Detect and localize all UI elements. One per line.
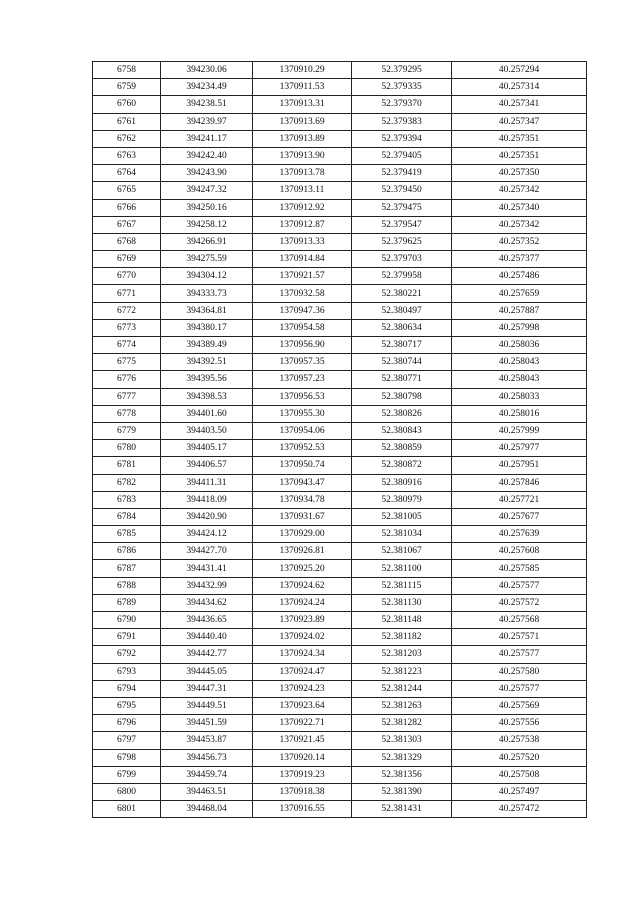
x-coordinate-cell: 394242.40	[161, 147, 253, 164]
x-coordinate-cell: 394398.53	[161, 388, 253, 405]
point-number-cell: 6763	[93, 147, 161, 164]
x-coordinate-cell: 394247.32	[161, 182, 253, 199]
point-number-cell: 6793	[93, 663, 161, 680]
y-coordinate-cell: 1370934.78	[253, 491, 352, 508]
longitude-cell: 40.257577	[452, 680, 587, 697]
y-coordinate-cell: 1370912.92	[253, 199, 352, 216]
table-row	[93, 663, 587, 680]
x-coordinate-cell: 394230.06	[161, 62, 253, 79]
point-number-cell: 6776	[93, 371, 161, 388]
point-number-cell: 6791	[93, 629, 161, 646]
x-coordinate-cell: 394427.70	[161, 543, 253, 560]
latitude-cell: 52.381390	[352, 783, 452, 800]
table-row	[93, 680, 587, 697]
table-row	[93, 319, 587, 336]
table-row	[93, 766, 587, 783]
y-coordinate-cell: 1370916.55	[253, 801, 352, 818]
point-number-cell: 6780	[93, 440, 161, 457]
x-coordinate-cell: 394418.09	[161, 491, 253, 508]
longitude-cell: 40.258036	[452, 337, 587, 354]
latitude-cell: 52.380634	[352, 319, 452, 336]
y-coordinate-cell: 1370956.53	[253, 388, 352, 405]
table-row	[93, 405, 587, 422]
longitude-cell: 40.257377	[452, 251, 587, 268]
table-row	[93, 422, 587, 439]
longitude-cell: 40.257999	[452, 422, 587, 439]
x-coordinate-cell: 394243.90	[161, 165, 253, 182]
longitude-cell: 40.257677	[452, 508, 587, 525]
point-number-cell: 6786	[93, 543, 161, 560]
longitude-cell: 40.257951	[452, 457, 587, 474]
x-coordinate-cell: 394380.17	[161, 319, 253, 336]
y-coordinate-cell: 1370954.58	[253, 319, 352, 336]
x-coordinate-cell: 394403.50	[161, 422, 253, 439]
table-row	[93, 508, 587, 525]
y-coordinate-cell: 1370943.47	[253, 474, 352, 491]
x-coordinate-cell: 394238.51	[161, 96, 253, 113]
latitude-cell: 52.380979	[352, 491, 452, 508]
latitude-cell: 52.379547	[352, 216, 452, 233]
y-coordinate-cell: 1370957.35	[253, 354, 352, 371]
longitude-cell: 40.257520	[452, 749, 587, 766]
latitude-cell: 52.381148	[352, 612, 452, 629]
longitude-cell: 40.257887	[452, 302, 587, 319]
y-coordinate-cell: 1370924.23	[253, 680, 352, 697]
y-coordinate-cell: 1370957.23	[253, 371, 352, 388]
point-number-cell: 6779	[93, 422, 161, 439]
y-coordinate-cell: 1370924.24	[253, 594, 352, 611]
x-coordinate-cell: 394333.73	[161, 285, 253, 302]
longitude-cell: 40.257486	[452, 268, 587, 285]
table-row	[93, 715, 587, 732]
point-number-cell: 6764	[93, 165, 161, 182]
table-row	[93, 697, 587, 714]
longitude-cell: 40.257659	[452, 285, 587, 302]
latitude-cell: 52.380798	[352, 388, 452, 405]
y-coordinate-cell: 1370921.57	[253, 268, 352, 285]
x-coordinate-cell: 394395.56	[161, 371, 253, 388]
table-row	[93, 337, 587, 354]
latitude-cell: 52.381130	[352, 594, 452, 611]
x-coordinate-cell: 394424.12	[161, 526, 253, 543]
latitude-cell: 52.379450	[352, 182, 452, 199]
latitude-cell: 52.380872	[352, 457, 452, 474]
x-coordinate-cell: 394447.31	[161, 680, 253, 697]
table-row	[93, 577, 587, 594]
table-row	[93, 594, 587, 611]
latitude-cell: 52.380221	[352, 285, 452, 302]
point-number-cell: 6798	[93, 749, 161, 766]
longitude-cell: 40.257846	[452, 474, 587, 491]
table-row	[93, 783, 587, 800]
point-number-cell: 6797	[93, 732, 161, 749]
x-coordinate-cell: 394258.12	[161, 216, 253, 233]
longitude-cell: 40.257294	[452, 62, 587, 79]
x-coordinate-cell: 394401.60	[161, 405, 253, 422]
latitude-cell: 52.380497	[352, 302, 452, 319]
latitude-cell: 52.379405	[352, 147, 452, 164]
latitude-cell: 52.380843	[352, 422, 452, 439]
latitude-cell: 52.381067	[352, 543, 452, 560]
longitude-cell: 40.257977	[452, 440, 587, 457]
latitude-cell: 52.381356	[352, 766, 452, 783]
point-number-cell: 6766	[93, 199, 161, 216]
y-coordinate-cell: 1370924.02	[253, 629, 352, 646]
x-coordinate-cell: 394442.77	[161, 646, 253, 663]
latitude-cell: 52.379958	[352, 268, 452, 285]
latitude-cell: 52.381034	[352, 526, 452, 543]
latitude-cell: 52.379625	[352, 233, 452, 250]
table-row	[93, 147, 587, 164]
table-row	[93, 165, 587, 182]
y-coordinate-cell: 1370950.74	[253, 457, 352, 474]
latitude-cell: 52.381005	[352, 508, 452, 525]
longitude-cell: 40.257538	[452, 732, 587, 749]
x-coordinate-cell: 394406.57	[161, 457, 253, 474]
table-row	[93, 801, 587, 818]
point-number-cell: 6800	[93, 783, 161, 800]
table-row	[93, 199, 587, 216]
coordinates-table	[92, 61, 587, 818]
table-row	[93, 216, 587, 233]
longitude-cell: 40.257639	[452, 526, 587, 543]
x-coordinate-cell: 394456.73	[161, 749, 253, 766]
y-coordinate-cell: 1370913.90	[253, 147, 352, 164]
point-number-cell: 6782	[93, 474, 161, 491]
latitude-cell: 52.381431	[352, 801, 452, 818]
point-number-cell: 6787	[93, 560, 161, 577]
latitude-cell: 52.379703	[352, 251, 452, 268]
longitude-cell: 40.258033	[452, 388, 587, 405]
y-coordinate-cell: 1370912.87	[253, 216, 352, 233]
table-row	[93, 96, 587, 113]
y-coordinate-cell: 1370931.67	[253, 508, 352, 525]
longitude-cell: 40.257580	[452, 663, 587, 680]
longitude-cell: 40.257340	[452, 199, 587, 216]
x-coordinate-cell: 394440.40	[161, 629, 253, 646]
x-coordinate-cell: 394434.62	[161, 594, 253, 611]
table-row	[93, 233, 587, 250]
longitude-cell: 40.257569	[452, 697, 587, 714]
longitude-cell: 40.257998	[452, 319, 587, 336]
point-number-cell: 6772	[93, 302, 161, 319]
table-row	[93, 182, 587, 199]
y-coordinate-cell: 1370914.84	[253, 251, 352, 268]
y-coordinate-cell: 1370955.30	[253, 405, 352, 422]
longitude-cell: 40.258043	[452, 371, 587, 388]
x-coordinate-cell: 394364.81	[161, 302, 253, 319]
y-coordinate-cell: 1370932.58	[253, 285, 352, 302]
table-row	[93, 440, 587, 457]
table-row	[93, 268, 587, 285]
x-coordinate-cell: 394304.12	[161, 268, 253, 285]
y-coordinate-cell: 1370924.47	[253, 663, 352, 680]
y-coordinate-cell: 1370911.53	[253, 79, 352, 96]
table-row	[93, 732, 587, 749]
x-coordinate-cell: 394463.51	[161, 783, 253, 800]
point-number-cell: 6771	[93, 285, 161, 302]
longitude-cell: 40.257572	[452, 594, 587, 611]
point-number-cell: 6790	[93, 612, 161, 629]
point-number-cell: 6761	[93, 113, 161, 130]
y-coordinate-cell: 1370924.62	[253, 577, 352, 594]
latitude-cell: 52.381100	[352, 560, 452, 577]
point-number-cell: 6773	[93, 319, 161, 336]
longitude-cell: 40.258016	[452, 405, 587, 422]
table-row	[93, 560, 587, 577]
point-number-cell: 6770	[93, 268, 161, 285]
table-row	[93, 491, 587, 508]
longitude-cell: 40.257571	[452, 629, 587, 646]
y-coordinate-cell: 1370910.29	[253, 62, 352, 79]
y-coordinate-cell: 1370954.06	[253, 422, 352, 439]
y-coordinate-cell: 1370925.20	[253, 560, 352, 577]
y-coordinate-cell: 1370913.69	[253, 113, 352, 130]
x-coordinate-cell: 394451.59	[161, 715, 253, 732]
point-number-cell: 6762	[93, 130, 161, 147]
latitude-cell: 52.381303	[352, 732, 452, 749]
x-coordinate-cell: 394389.49	[161, 337, 253, 354]
point-number-cell: 6788	[93, 577, 161, 594]
point-number-cell: 6759	[93, 79, 161, 96]
longitude-cell: 40.258043	[452, 354, 587, 371]
latitude-cell: 52.380826	[352, 405, 452, 422]
latitude-cell: 52.379335	[352, 79, 452, 96]
x-coordinate-cell: 394405.17	[161, 440, 253, 457]
latitude-cell: 52.380717	[352, 337, 452, 354]
latitude-cell: 52.379295	[352, 62, 452, 79]
longitude-cell: 40.257347	[452, 113, 587, 130]
point-number-cell: 6784	[93, 508, 161, 525]
x-coordinate-cell: 394436.65	[161, 612, 253, 629]
x-coordinate-cell: 394431.41	[161, 560, 253, 577]
point-number-cell: 6794	[93, 680, 161, 697]
y-coordinate-cell: 1370913.11	[253, 182, 352, 199]
table-row	[93, 388, 587, 405]
y-coordinate-cell: 1370920.14	[253, 749, 352, 766]
y-coordinate-cell: 1370922.71	[253, 715, 352, 732]
latitude-cell: 52.380859	[352, 440, 452, 457]
x-coordinate-cell: 394241.17	[161, 130, 253, 147]
x-coordinate-cell: 394266.91	[161, 233, 253, 250]
table-row	[93, 285, 587, 302]
longitude-cell: 40.257577	[452, 577, 587, 594]
y-coordinate-cell: 1370921.45	[253, 732, 352, 749]
y-coordinate-cell: 1370919.23	[253, 766, 352, 783]
latitude-cell: 52.380744	[352, 354, 452, 371]
x-coordinate-cell: 394234.49	[161, 79, 253, 96]
longitude-cell: 40.257350	[452, 165, 587, 182]
point-number-cell: 6785	[93, 526, 161, 543]
longitude-cell: 40.257508	[452, 766, 587, 783]
table-row	[93, 302, 587, 319]
longitude-cell: 40.257556	[452, 715, 587, 732]
x-coordinate-cell: 394453.87	[161, 732, 253, 749]
point-number-cell: 6777	[93, 388, 161, 405]
table-row	[93, 130, 587, 147]
point-number-cell: 6795	[93, 697, 161, 714]
latitude-cell: 52.381182	[352, 629, 452, 646]
table-row	[93, 354, 587, 371]
longitude-cell: 40.257585	[452, 560, 587, 577]
y-coordinate-cell: 1370926.81	[253, 543, 352, 560]
point-number-cell: 6768	[93, 233, 161, 250]
table-row	[93, 526, 587, 543]
table-row	[93, 749, 587, 766]
point-number-cell: 6769	[93, 251, 161, 268]
point-number-cell: 6774	[93, 337, 161, 354]
coordinates-table-body	[93, 62, 587, 818]
latitude-cell: 52.379370	[352, 96, 452, 113]
y-coordinate-cell: 1370929.00	[253, 526, 352, 543]
latitude-cell: 52.379383	[352, 113, 452, 130]
longitude-cell: 40.257721	[452, 491, 587, 508]
longitude-cell: 40.257577	[452, 646, 587, 663]
x-coordinate-cell: 394250.16	[161, 199, 253, 216]
longitude-cell: 40.257608	[452, 543, 587, 560]
table-row	[93, 457, 587, 474]
latitude-cell: 52.380771	[352, 371, 452, 388]
latitude-cell: 52.379419	[352, 165, 452, 182]
x-coordinate-cell: 394432.99	[161, 577, 253, 594]
y-coordinate-cell: 1370913.78	[253, 165, 352, 182]
y-coordinate-cell: 1370956.90	[253, 337, 352, 354]
x-coordinate-cell: 394420.90	[161, 508, 253, 525]
point-number-cell: 6778	[93, 405, 161, 422]
x-coordinate-cell: 394459.74	[161, 766, 253, 783]
table-row	[93, 646, 587, 663]
point-number-cell: 6792	[93, 646, 161, 663]
latitude-cell: 52.381282	[352, 715, 452, 732]
longitude-cell: 40.257351	[452, 147, 587, 164]
point-number-cell: 6767	[93, 216, 161, 233]
longitude-cell: 40.257341	[452, 96, 587, 113]
table-row	[93, 629, 587, 646]
point-number-cell: 6799	[93, 766, 161, 783]
latitude-cell: 52.381115	[352, 577, 452, 594]
x-coordinate-cell: 394445.05	[161, 663, 253, 680]
table-row	[93, 62, 587, 79]
y-coordinate-cell: 1370918.38	[253, 783, 352, 800]
x-coordinate-cell: 394392.51	[161, 354, 253, 371]
table-row	[93, 113, 587, 130]
point-number-cell: 6796	[93, 715, 161, 732]
longitude-cell: 40.257342	[452, 216, 587, 233]
latitude-cell: 52.381263	[352, 697, 452, 714]
longitude-cell: 40.257497	[452, 783, 587, 800]
longitude-cell: 40.257342	[452, 182, 587, 199]
latitude-cell: 52.381203	[352, 646, 452, 663]
y-coordinate-cell: 1370947.36	[253, 302, 352, 319]
table-row	[93, 371, 587, 388]
x-coordinate-cell: 394239.97	[161, 113, 253, 130]
longitude-cell: 40.257472	[452, 801, 587, 818]
longitude-cell: 40.257351	[452, 130, 587, 147]
y-coordinate-cell: 1370913.31	[253, 96, 352, 113]
table-row	[93, 612, 587, 629]
x-coordinate-cell: 394468.04	[161, 801, 253, 818]
point-number-cell: 6758	[93, 62, 161, 79]
latitude-cell: 52.380916	[352, 474, 452, 491]
latitude-cell: 52.381244	[352, 680, 452, 697]
point-number-cell: 6789	[93, 594, 161, 611]
point-number-cell: 6775	[93, 354, 161, 371]
x-coordinate-cell: 394411.31	[161, 474, 253, 491]
y-coordinate-cell: 1370952.53	[253, 440, 352, 457]
table-row	[93, 543, 587, 560]
latitude-cell: 52.379475	[352, 199, 452, 216]
point-number-cell: 6765	[93, 182, 161, 199]
latitude-cell: 52.379394	[352, 130, 452, 147]
longitude-cell: 40.257352	[452, 233, 587, 250]
point-number-cell: 6760	[93, 96, 161, 113]
y-coordinate-cell: 1370913.33	[253, 233, 352, 250]
longitude-cell: 40.257314	[452, 79, 587, 96]
x-coordinate-cell: 394275.59	[161, 251, 253, 268]
table-row	[93, 474, 587, 491]
y-coordinate-cell: 1370924.34	[253, 646, 352, 663]
point-number-cell: 6783	[93, 491, 161, 508]
table-row	[93, 251, 587, 268]
table-row	[93, 79, 587, 96]
latitude-cell: 52.381329	[352, 749, 452, 766]
y-coordinate-cell: 1370913.89	[253, 130, 352, 147]
latitude-cell: 52.381223	[352, 663, 452, 680]
x-coordinate-cell: 394449.51	[161, 697, 253, 714]
y-coordinate-cell: 1370923.89	[253, 612, 352, 629]
y-coordinate-cell: 1370923.64	[253, 697, 352, 714]
point-number-cell: 6801	[93, 801, 161, 818]
longitude-cell: 40.257568	[452, 612, 587, 629]
point-number-cell: 6781	[93, 457, 161, 474]
